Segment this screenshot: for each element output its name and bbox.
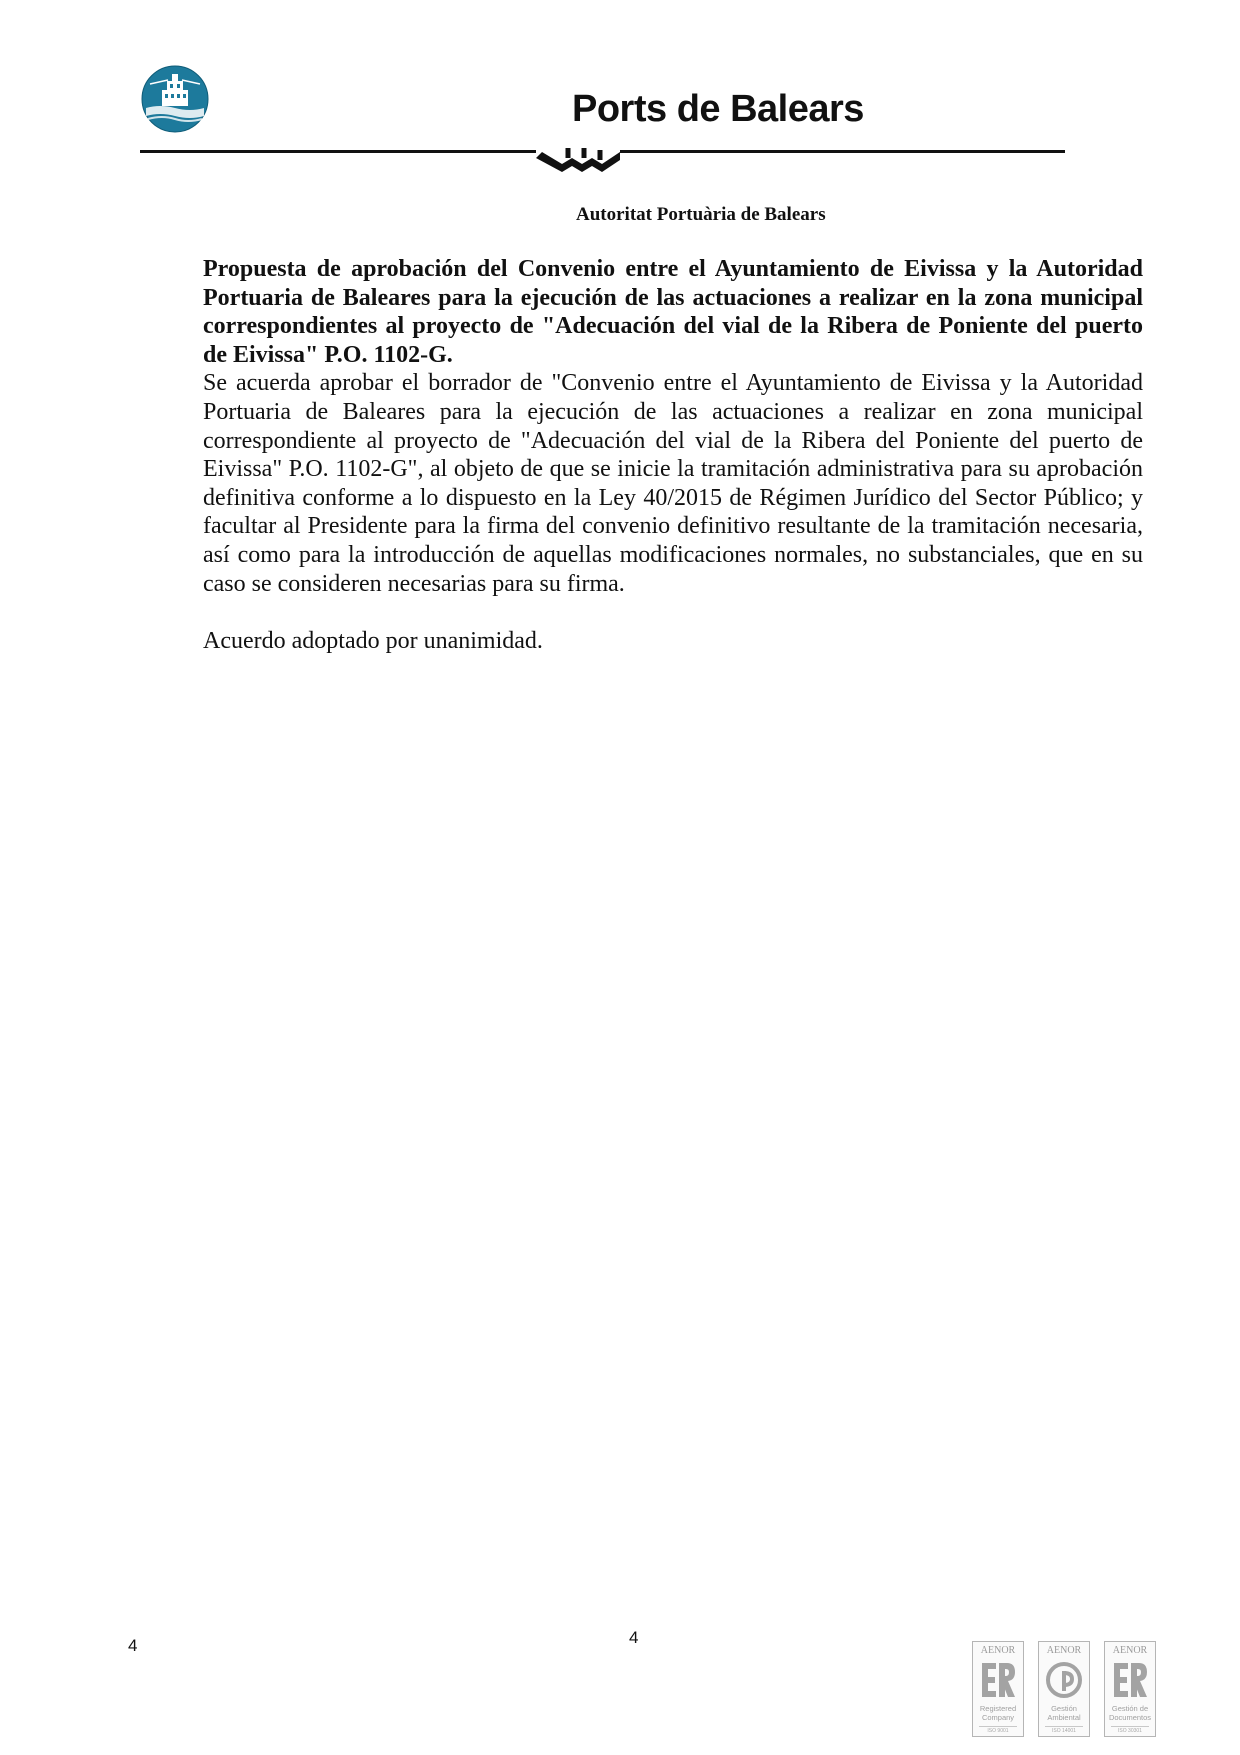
cert-caption: Gestión de Documentos bbox=[1108, 1704, 1152, 1722]
cert-standard: ISO 9001 bbox=[979, 1726, 1017, 1734]
cert-badge-registered-company bbox=[972, 1641, 1024, 1737]
proposal-heading: Propuesta de aprobación del Convenio entre el Ayuntamiento de Eivissa y la Autoridad Portuaria de Baleares para la ejecución de las actuaciones a realizar en la zona municipal correspondientes al proyecto de "Adecuación del vial de la Ribera de Poniente del puerto de Eivissa" P.O. 1102-G. bbox=[203, 256, 1143, 368]
cert-caption: Registered Company bbox=[979, 1704, 1017, 1722]
port-authority-logo-icon bbox=[140, 64, 210, 134]
cert-org: AENOR bbox=[1046, 1645, 1082, 1656]
cert-org: AENOR bbox=[1112, 1645, 1148, 1656]
cert-badge-documents bbox=[1104, 1641, 1156, 1737]
aenor-er-icon bbox=[979, 1659, 1017, 1701]
cert-caption: Gestión Ambiental bbox=[1047, 1704, 1081, 1722]
certification-badges bbox=[972, 1641, 1160, 1738]
header-rule-left bbox=[140, 150, 536, 153]
aenor-er-icon bbox=[1111, 1659, 1149, 1701]
brand-chevron-icon bbox=[532, 146, 624, 182]
authority-name: Autoritat Portuària de Balears bbox=[576, 204, 826, 225]
cert-badge-environmental bbox=[1038, 1641, 1090, 1737]
paragraph-spacer bbox=[203, 598, 1143, 627]
brand-name: Ports de Balears bbox=[572, 88, 864, 130]
document-body bbox=[203, 255, 1143, 655]
cert-org: AENOR bbox=[980, 1645, 1016, 1656]
agreement-paragraph: Se acuerda aprobar el borrador de "Convenio entre el Ayuntamiento de Eivissa y la Autoridad Portuaria de Baleares para la ejecución de las actuaciones a realizar en zona municipal correspondiente al proyecto de "Adecuación del vial de la Ribera del Poniente del puerto de Eivissa" P.O. 1102-G", al objeto de que se inicie la tramitación administrativa para su aprobación definitiva conforme a lo dispuesto en la Ley 40/2015 de Régimen Jurídico del Sector Público; y facultar al Presidente para la firma del convenio definitivo resultante de la tramitación necesaria, así como para la introducción de aquellas modificaciones normales, no substanciales, que en su caso se consideren necesarias para su firma. bbox=[203, 370, 1143, 597]
header-rule-right bbox=[620, 150, 1065, 153]
cert-standard: ISO 30301 bbox=[1111, 1726, 1149, 1734]
resolution-text: Acuerdo adoptado por unanimidad. bbox=[203, 627, 543, 654]
page-number-center: 4 bbox=[629, 1628, 639, 1647]
page-number-left: 4 bbox=[128, 1636, 138, 1655]
aenor-ga-icon bbox=[1045, 1659, 1083, 1701]
cert-standard: ISO 14001 bbox=[1045, 1726, 1083, 1734]
